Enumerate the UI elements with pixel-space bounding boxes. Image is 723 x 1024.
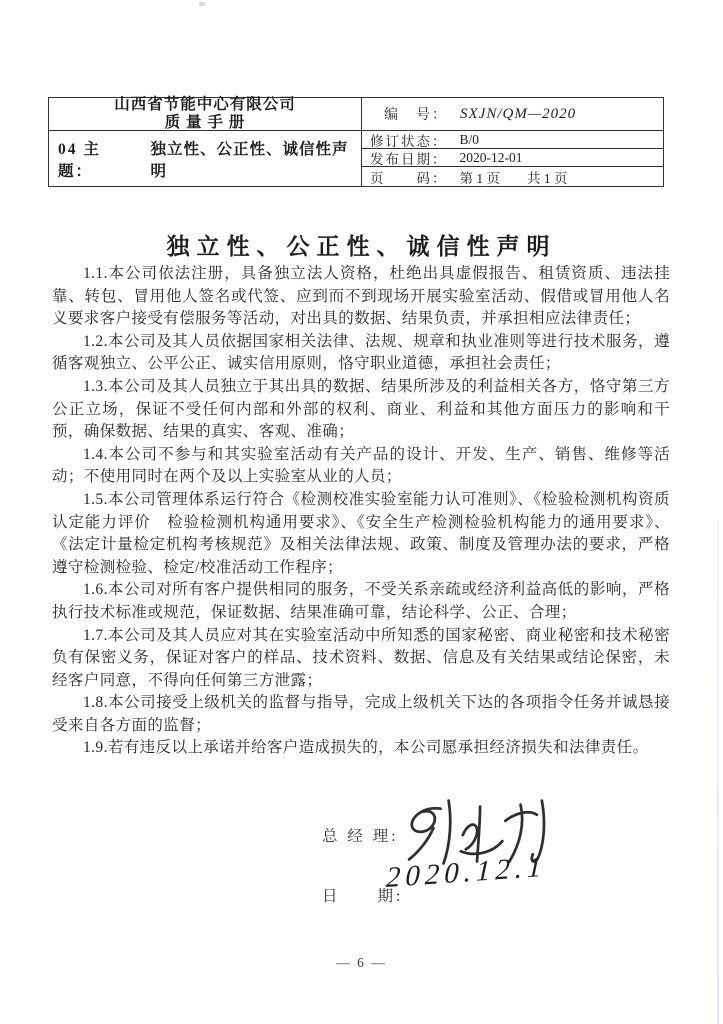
document-title: 独立性、公正性、诚信性声明 <box>166 234 557 259</box>
date-label: 日 期: <box>322 888 404 905</box>
clause-1-8: 1.8.本公司接受上级机关的监督与指导，完成上级机关下达的各项指令任务并诚恳接受来自各方面的监督； <box>52 694 670 734</box>
scan-edge-artifact <box>717 520 719 1024</box>
company-cell <box>49 98 362 131</box>
clause-1-6: 1.6.本公司对所有客户提供相同的服务，不受关系亲疏或经济利益高低的影响，严格执行技术标准或规范，保证数据、结果准确可靠，结论科学、公正、合理； <box>52 581 670 621</box>
company-name: 山西省节能中心有限公司 <box>114 96 296 114</box>
clause-1-2: 1.2.本公司及其人员依据国家相关法律、法规、规章和执业准则等进行技术服务，遵循客观独立、公平公正、诚实信用原则，恪守职业道德，承担社会责任； <box>52 332 670 373</box>
page-number: — 6 — <box>336 955 387 970</box>
issue-date-value: 2020-12-01 <box>459 149 523 165</box>
doc-number-cell <box>362 98 663 131</box>
subject-cell <box>49 131 362 187</box>
clause-1-1: 1.1.本公司依法注册，具备独立法人资格，杜绝出具虚假报告、租赁资质、违法挂靠、转包、冒用他人签名或代签、应到而不到现场开展实验室活动、假借或冒用他人名义要求客户接受有偿服务等活动，对出具的数据、结果负责，并承担相应法律责任； <box>52 265 670 328</box>
general-manager-label: 总 经 理: <box>322 828 399 845</box>
revision-status-cell <box>362 131 663 149</box>
handwritten-date: 2020.12.1 <box>385 850 548 895</box>
manual-title: 质 量 手 册 <box>164 114 246 131</box>
doc-number-value: SXJN/QM—2020 <box>460 105 577 122</box>
page-code-value: 第 1 页 共 1 页 <box>459 171 568 187</box>
subject-value: 独立性、公正性、诚信性声明 <box>150 141 349 181</box>
clause-1-9: 1.9.若有违反以上承诺并给客户造成损失的，本公司愿承担经济损失和法律责任。 <box>83 739 649 757</box>
clause-1-4: 1.4.本公司不参与和其实验室活动有关产品的设计、开发、生产、销售、维修等活动；不使用同时在两个及以上实验室从业的人员； <box>52 445 670 486</box>
subject-label: 04 主题： <box>58 141 101 181</box>
issue-date-cell <box>362 149 663 167</box>
issue-date-label: 发布日期： <box>370 151 448 167</box>
page-code-cell <box>362 167 663 187</box>
declaration-body <box>52 263 670 760</box>
clause-1-5: 1.5.本公司管理体系运行符合《检测校准实验室能力认可准则》、《检验检测机构资质认定能力评价 检验检测机构通用要求》、《安全生产检测检验机构能力的通用要求》、《法定计量检定机构考核规范》及相关法律法规、政策、制度及管理办法的要求，严格遵守检测检验、检定/校准活动工作程序； <box>52 490 670 576</box>
revision-status-label: 修订状态： <box>370 133 448 149</box>
doc-number-label: 编 号： <box>384 108 448 123</box>
page-code-label: 页 码： <box>370 171 448 187</box>
clause-1-7: 1.7.本公司及其人员应对其在实验室活动中所知悉的国家秘密、商业秘密和技术秘密负有保密义务，保证对客户的样品、技术资料、数据、信息及有关结果或结论保密，未经客户同意，不得向任何第三方泄露； <box>52 626 670 689</box>
scan-speck-artifact <box>199 2 205 6</box>
revision-status-value: B/0 <box>459 131 480 147</box>
clause-1-3: 1.3.本公司及其人员独立于其出具的数据、结果所涉及的利益相关各方，恪守第三方公正立场，保证不受任何内部和外部的权利、商业、利益和其他方面压力的影响和干预，确保数据、结果的真实、客观、准确； <box>52 377 670 441</box>
header-table <box>48 97 664 187</box>
